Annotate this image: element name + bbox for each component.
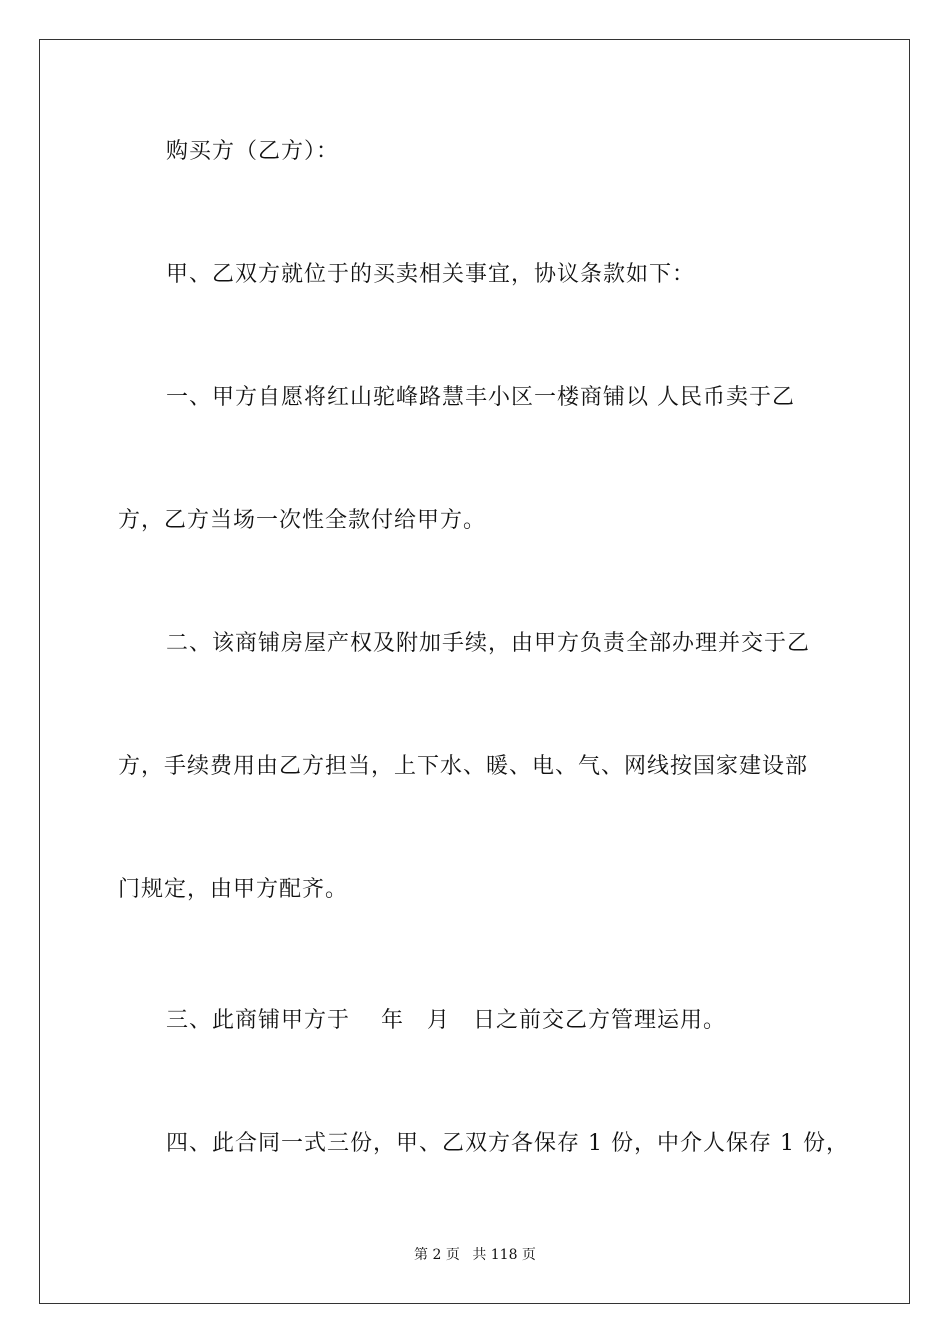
agreement-intro-line: 甲、乙双方就位于的买卖相关事宜，协议条款如下：	[166, 262, 696, 287]
buyer-party-line: 购买方（乙方）：	[166, 139, 340, 164]
page-number: 第 2 页	[414, 1247, 460, 1263]
total-pages: 共 118 页	[472, 1247, 536, 1263]
clause-2-line-1: 二、该商铺房屋产权及附加手续，由甲方负责全部办理并交于乙	[166, 631, 811, 656]
clause-4-line-1: 四、此合同一式三份，甲、乙双方各保存 1 份，中介人保存 1 份，	[166, 1131, 849, 1156]
clause-3-line-1: 三、此商铺甲方于 年 月 日之前交乙方管理运用。	[166, 1008, 726, 1033]
page-border	[39, 39, 910, 1304]
page-footer	[0, 1246, 950, 1264]
clause-2-line-2: 方，手续费用由乙方担当，上下水、暖、电、气、网线按国家建设部	[118, 754, 809, 779]
clause-2-line-3: 门规定，由甲方配齐。	[118, 877, 349, 902]
clause-1-line-2: 方，乙方当场一次性全款付给甲方。	[118, 508, 487, 533]
clause-1-line-1: 一、甲方自愿将红山驼峰路慧丰小区一楼商铺以 人民币卖于乙	[166, 385, 795, 410]
